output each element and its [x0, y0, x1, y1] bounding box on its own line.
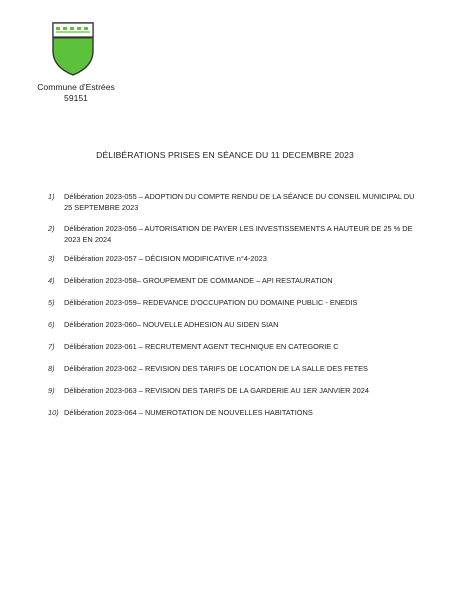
item-text: Délibération 2023-058– GROUPEMENT DE COMMANDE – API RESTAURATION	[64, 276, 333, 285]
postal-code: 59151	[64, 93, 88, 103]
item-text: Délibération 2023-055 – ADOPTION DU COMPTE RENDU DE LA SÉANCE DU CONSEIL MUNICIPAL DU 25 SEPTEMBRE 2023	[64, 192, 415, 212]
item-text: Délibération 2023-060– NOUVELLE ADHESION AU SIDEN SIAN	[64, 320, 279, 329]
list-item	[48, 364, 416, 375]
item-number: 6)	[48, 320, 55, 329]
item-number: 4)	[48, 276, 55, 285]
item-text: Délibération 2023-059– REDEVANCE D'OCCUPATION DU DOMAINE PUBLIC - ENEDIS	[64, 298, 358, 307]
document-title: DÉLIBÉRATIONS PRISES EN SÉANCE DU 11 DECEMBRE 2023	[96, 150, 354, 160]
item-text: Délibération 2023-062 – REVISION DES TARIFS DE LOCATION DE LA SALLE DES FETES	[64, 364, 368, 373]
list-item	[48, 254, 416, 265]
item-number: 8)	[48, 364, 55, 373]
commune-header	[36, 82, 116, 104]
item-number: 9)	[48, 386, 55, 395]
item-text: Délibération 2023-056 – AUTORISATION DE PAYER LES INVESTISSEMENTS A HAUTEUR DE 25 % DE 2023 EN 2024	[64, 224, 413, 244]
list-item	[48, 224, 416, 245]
item-number: 1)	[48, 192, 55, 201]
list-item	[48, 298, 416, 309]
item-text: Délibération 2023-063 – REVISION DES TARIFS DE LA GARDERIE AU 1ER JANVIER 2024	[64, 386, 369, 395]
item-number: 5)	[48, 298, 55, 307]
list-item	[48, 276, 416, 287]
list-item	[48, 342, 416, 353]
list-item	[48, 386, 416, 397]
list-item	[48, 192, 416, 213]
list-item	[48, 320, 416, 331]
coat-of-arms-icon	[51, 21, 95, 77]
item-number: 7)	[48, 342, 55, 351]
item-text: Délibération 2023-064 – NUMEROTATION DE NOUVELLES HABITATIONS	[64, 408, 313, 417]
item-number: 10)	[48, 408, 59, 417]
item-text: Délibération 2023-057 – DÉCISION MODIFICATIVE n°4-2023	[64, 254, 267, 263]
item-text: Délibération 2023-061 – RECRUTEMENT AGENT TECHNIQUE EN CATEGORIE C	[64, 342, 339, 351]
list-item	[48, 408, 416, 419]
item-number: 3)	[48, 254, 55, 263]
item-number: 2)	[48, 224, 55, 233]
commune-name: Commune d'Estrées	[37, 82, 115, 92]
